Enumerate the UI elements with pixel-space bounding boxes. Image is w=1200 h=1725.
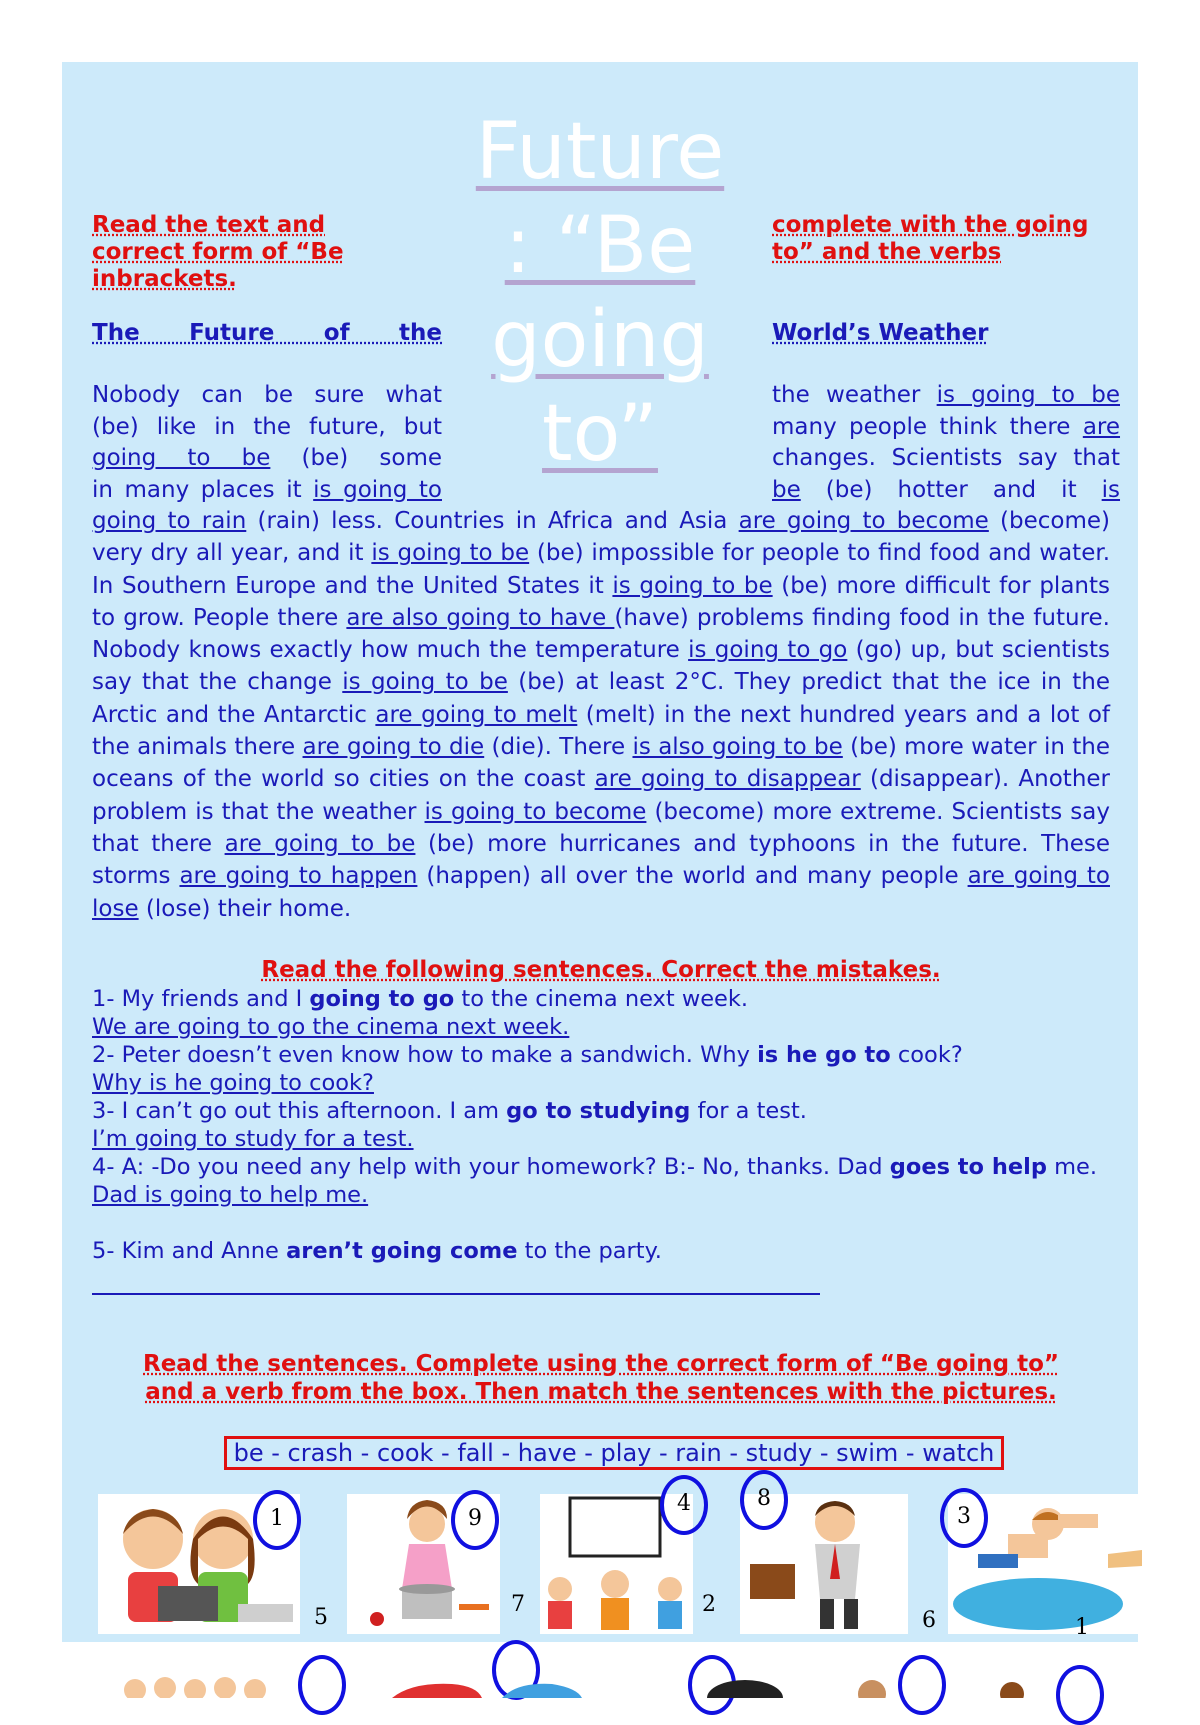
answer-text: is going to be <box>612 572 773 599</box>
answer-circle: 9 <box>451 1490 499 1550</box>
answer-text: are going to melt <box>375 701 578 728</box>
passage-text: (be) more difficult for plants to grow. People there <box>92 572 1110 631</box>
passage-text: (go) up, but scientists say that the change <box>92 637 1110 696</box>
passage-text: (rain) less. Countries in Africa and Asia <box>246 508 739 534</box>
exercise2-heading: Read the following sentences. Correct the mistakes. <box>261 957 941 983</box>
exercise2-answer-4: Dad is going to help me. <box>92 1182 369 1208</box>
passage-text: (be) more water in the oceans of the world so cities on the coast <box>92 734 1110 793</box>
answer-text: are going to happen <box>179 863 418 890</box>
person-picture <box>852 1676 892 1698</box>
exercise2-sentence-1: 1- My friends and I going to go to the cinema next week. We are going to go the cinema next week. <box>92 985 1110 1041</box>
answer-circle: 4 <box>660 1475 708 1535</box>
friends-group-picture <box>120 1672 290 1698</box>
picture-number: 7 <box>511 1592 525 1617</box>
answer-text: are going to be <box>224 830 416 857</box>
rain-cloud-picture <box>705 1676 785 1698</box>
answer-text: are going to disappear <box>594 766 861 793</box>
passage-left-column: Nobody can be sure what (be) like in the future, but going to be (be) some in many places it is going to <box>92 382 443 503</box>
passage-text: (become) more extreme. Scientists say that there <box>92 798 1110 857</box>
passage-heading-left: The Future of the <box>92 320 442 346</box>
exercise2-sentence-2: 2- Peter doesn’t even know how to make a sandwich. Why is he go to cook? Why is he going to cook? <box>92 1041 1110 1097</box>
answer-circle: 8 <box>740 1470 788 1530</box>
answer-text: is going to become <box>424 798 647 825</box>
exercise2-answer-2: Why is he going to cook? <box>92 1070 374 1096</box>
passage-text: (become) very dry all year, and it <box>92 508 1111 567</box>
worksheet-title: Future : “Be going to” <box>475 107 725 479</box>
cars-crash-picture <box>382 1680 592 1698</box>
passage-text: (have) problems finding food in the future. Nobody knows exactly how much the temperature <box>92 604 1110 664</box>
answer-text: is going to go <box>688 637 848 664</box>
instruction-right: complete with the going to” and the verbs <box>772 212 1089 265</box>
answer-line <box>92 1293 820 1295</box>
exercise2-sentence-4: 4- A: -Do you need any help with your homework? B:- No, thanks. Dad goes to help me. Dad is going to help me. <box>92 1153 1110 1209</box>
passage-heading-right: World’s Weather <box>772 320 989 346</box>
passage-right-column: the weather is going to be many people think there are changes. Scientists say that be (be) hotter and it is <box>772 382 1121 503</box>
answer-text: is going to be <box>371 540 530 567</box>
answer-text: are going to lose <box>92 863 1110 922</box>
passage-text: (be) at least 2°C. They predict that the ice in the Arctic and the Antarctic <box>92 669 1111 728</box>
picture-number: 2 <box>702 1592 716 1617</box>
passage-text: (disappear). Another problem is that the weather <box>92 766 1110 825</box>
exercise2-sentence-3: 3- I can’t go out this afternoon. I am go to studying for a test. I’m going to study for a test. <box>92 1097 1110 1153</box>
answer-circle-partial <box>898 1655 946 1715</box>
picture-number: 6 <box>922 1608 936 1633</box>
passage-text: (be) impossible for people to find food and water. In Southern Europe and the United States it <box>92 540 1111 599</box>
passage-text: (lose) their home. <box>138 895 352 922</box>
answer-text: are also going to have <box>346 604 615 631</box>
person-picture <box>992 1676 1032 1698</box>
answer-circle-partial <box>1056 1665 1104 1725</box>
answer-text: are going to become <box>738 508 989 534</box>
exercise2-answer-3: I’m going to study for a test. <box>92 1126 414 1152</box>
answer-circle: 3 <box>940 1488 988 1548</box>
picture-number: 5 <box>314 1605 328 1630</box>
passage-body <box>92 505 1110 925</box>
picture-number: 1 <box>1075 1615 1089 1640</box>
passage-text: (die). There <box>484 734 633 761</box>
word-box: be - crash - cook - fall - have - play - rain - study - swim - watch <box>224 1436 1004 1470</box>
passage-text: (be) more hurricanes and typhoons in the future. These storms <box>92 830 1110 890</box>
answer-text: is going to be <box>342 669 508 696</box>
instruction-left: Read the text and correct form of “Be inbrackets. <box>92 212 344 292</box>
passage-text: (melt) in the next hundred years and a lot of the animals there <box>92 701 1111 761</box>
answer-text: is also going to be <box>632 734 843 761</box>
exercise2-answer-1: We are going to go the cinema next week. <box>92 1014 570 1040</box>
passage-text: (happen) all over the world and many people <box>417 863 968 890</box>
answer-text: are going to die <box>302 734 485 761</box>
exercise2-sentence-5: 5- Kim and Anne aren’t going come to the party. <box>92 1238 662 1264</box>
exercise3-heading: Read the sentences. Complete using the correct form of “Be going to” and a verb from the box. Then match the sentences with the pictures. <box>143 1351 1059 1405</box>
answer-text: going to rain <box>92 508 247 534</box>
answer-circle-partial <box>298 1655 346 1715</box>
answer-circle: 1 <box>253 1490 301 1550</box>
